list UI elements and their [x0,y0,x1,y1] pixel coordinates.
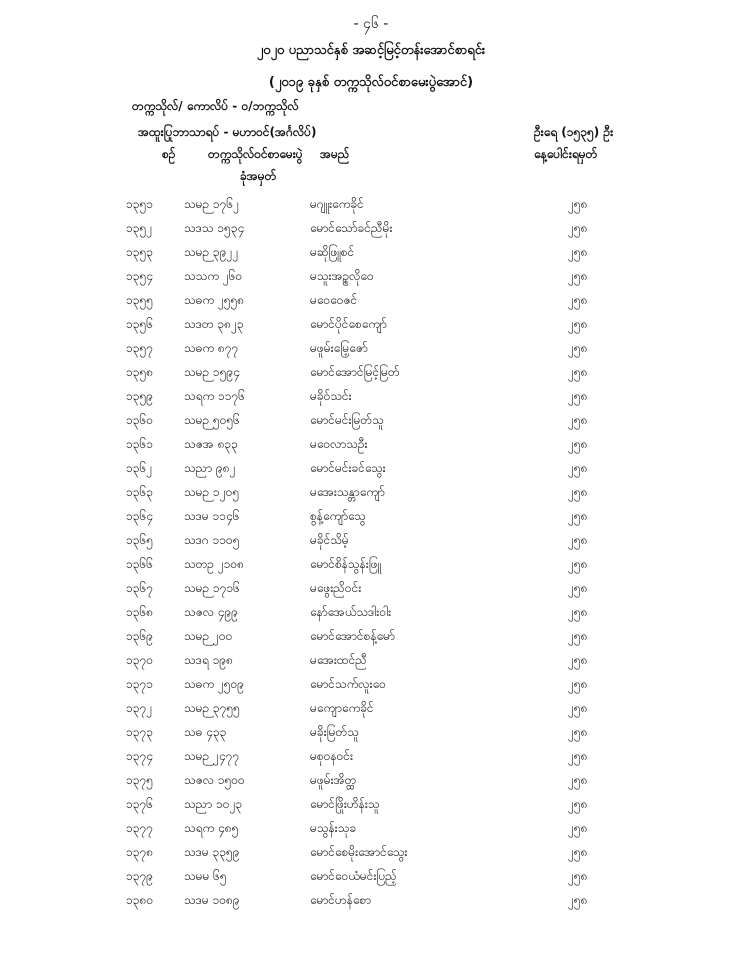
roll-number: သဇလ ၁၅၀၀ [184,773,245,787]
roll-number: သရက ၁၁၇၆ [184,389,246,403]
row-number: ၁၃၆၆ [126,557,153,571]
total-marks: ၂၅၈ [568,269,588,283]
district-line: တက္ကသိုလ်/ ကောလိပ် - ဝ/ဘက္ကသိုလ် [132,99,299,113]
total-marks: ၂၅၈ [568,245,588,259]
table-row [0,600,742,624]
row-number: ၁၃၆၉ [126,629,153,643]
roll-number: သမဉ ၁၅၉၄ [184,365,240,379]
total-marks: ၂၅၈ [568,653,588,667]
student-name: မဖူမ်းမြေ့ဇော် [310,341,368,355]
row-number: ၁၃၆၀ [126,413,153,427]
roll-number: သဒဂ ၁၁၀၅ [184,533,240,547]
student-name: နော်အေယ်သဒါးဝါး [310,605,392,619]
table-row [0,528,742,552]
header-marks-bottom: နေ့ပေါင်းရမှတ် [534,147,598,161]
table-row [0,624,742,648]
table-row [0,480,742,504]
student-name: မကျောကေခိုင် [310,701,374,715]
row-number: ၁၃၈၀ [126,893,154,907]
total-marks: ၂၅၈ [568,725,588,739]
student-name: မခိုးမြတ်သူ [310,725,359,739]
student-name: မခိုင်သိမ့် [310,533,349,547]
student-name: မအေးသန္တာကျော် [310,485,385,499]
row-number: ၁၃၅၈ [126,365,154,379]
roll-number: သဓက ၂၅၅၈ [184,293,245,307]
student-name: မဝေလာသဦး [310,437,368,451]
student-name: မောင်မင်းမြတ်သူ [310,413,384,427]
roll-number: သမဉ ၂၄၇၇ [184,749,240,763]
total-marks: ၂၅၈ [568,893,588,907]
header-no: စဉ် [162,147,176,161]
student-name: မောင်သော်ခင်ညီမိုး [310,221,393,235]
total-marks: ၂၅၈ [568,317,588,331]
student-name: မောင်ပိုင်စေကျော် [310,317,387,331]
roll-number: သမဉ ၅၀၅၆ [184,413,240,427]
table-row [0,696,742,720]
student-name: မဝေဝေဇင် [310,293,358,307]
table-row [0,504,742,528]
row-number: ၁၃၆၇ [126,581,153,595]
table-row [0,720,742,744]
row-number: ၁၃၅၅ [126,293,153,307]
table-row [0,864,742,888]
student-name: မသူးအဥ္စလိုဝေ [310,269,374,283]
table-row [0,240,742,264]
header-roll-number: ခုံအမှတ် [240,169,277,183]
total-marks: ၂၅၈ [568,605,588,619]
student-name: မောင်ဖြိုးဟိန်းသူ [310,797,380,811]
table-row [0,336,742,360]
student-name: မောင်အောင်မြင့်မြတ် [310,365,400,379]
total-marks: ၂၅၈ [568,845,588,859]
row-number: ၁၃၅၂ [126,221,153,235]
student-name: မောင်မင်းခင်သွေး [310,461,386,475]
student-name: မဖူမ်းအိတ္ထ [310,773,357,787]
student-name: မောင်အောင်စန့်မော် [310,629,395,643]
student-name: မောင်ဝေယံမင်းပြည့် [310,869,397,883]
row-number: ၁၃၅၁ [126,197,153,211]
total-marks: ၂၅၈ [568,533,588,547]
roll-number: သမဉ ၂၀၀ [184,629,233,643]
roll-number: သဇအ ၈၃၃ [184,437,238,451]
table-row [0,360,742,384]
roll-number: သဒသ ၁၅၃၄ [184,221,245,235]
total-marks: ၂၅၈ [568,293,588,307]
row-number: ၁၃၆၅ [126,533,153,547]
total-marks: ၂၅၈ [568,485,588,499]
row-number: ၁၃၇၅ [126,773,153,787]
row-number: ၁၃၇၂ [126,701,153,715]
table-row [0,576,742,600]
roll-number: သဒမ ၁၁၄၆ [184,509,240,523]
total-marks: ၂၅၈ [568,557,588,571]
total-marks: ၂၅၈ [568,821,588,835]
table-row [0,264,742,288]
total-marks: ၂၅၈ [568,629,588,643]
student-name: မသွန်းသုခ [310,821,357,835]
table-row [0,552,742,576]
roll-number: သမဉ ၃၉၂၂ [184,245,239,259]
table-row [0,456,742,480]
roll-number: သဇလ ၄၉၉ [184,605,239,619]
student-name: မအေးထင်ညီ [310,653,367,667]
table-row [0,312,742,336]
student-name: မစုဝနဝင်း [310,749,353,763]
roll-number: သဒရ ၁၉၈ [184,653,233,667]
row-number: ၁၃၅၆ [126,317,153,331]
table-row [0,672,742,696]
student-name: မဖွေးညိဝင်း [310,581,362,595]
page-number: - ၄၆ - [353,16,389,32]
header-roll: တက္ကသိုလ်ဝင်စာမေးပွဲ [208,147,303,161]
row-number: ၁၃၇၈ [126,845,154,859]
student-name: မခိုဝ်သင်း [310,389,352,403]
total-marks: ၂၅၈ [568,677,588,691]
roll-number: သမမ ၆၅ [184,869,227,883]
total-marks: ၂၅၈ [568,701,588,715]
row-number: ၁၃၇၁ [126,677,153,691]
row-number: ၁၃၇၇ [126,821,153,835]
document-subtitle: (၂၀၁၉ ခုနှစ် တက္ကသိုလ်ဝင်စာမေးပွဲအောင်) [268,75,474,90]
total-marks: ၂၅၈ [568,461,588,475]
roll-number: သတဥ ၂၁၀၈ [184,557,245,571]
table-row [0,432,742,456]
roll-number: သညာ ၁၀၂၃ [184,797,243,811]
row-number: ၁၃၆၄ [126,509,153,523]
roll-number: သဓက ၈၇၇ [184,341,239,355]
row-number: ၁၃၇၆ [126,797,153,811]
row-number: ၁၃၇၀ [126,653,153,667]
table-row [0,744,742,768]
roll-number: သဒမ ၃၃၅၉ [184,845,240,859]
roll-number: သဒမ ၁၀၈၉ [184,893,240,907]
total-marks: ၂၅၈ [568,797,588,811]
total-marks: ၂၅၈ [568,509,588,523]
total-marks: ၂၅၈ [568,749,588,763]
table-row [0,792,742,816]
total-marks: ၂၅၈ [568,197,588,211]
document-title: ၂၀၂၀ ပညာသင်နှစ် အဆင့်မြင့်တန်းအောင်စာရင်း [256,43,486,58]
row-number: ၁၃၆၁ [126,437,153,451]
student-name: မောင်စေမိုးအောင်သွေး [310,845,408,859]
roll-number: သဓ ၄၃၃ [184,725,227,739]
table-row [0,216,742,240]
roll-number: သမဉ ၁၇၆၂ [184,197,240,211]
table-row [0,768,742,792]
student-name: မဆိုဖြူစင် [310,245,355,259]
row-number: ၁၃၆၂ [126,461,153,475]
roll-number: သသက ၂၆၀ [184,269,243,283]
roll-number: သဒတ ၃၈၂၃ [184,317,244,331]
table-row [0,384,742,408]
student-name: မဂျူးကေခိုင် [310,197,364,211]
row-number: ၁၃၅၉ [126,389,153,403]
roll-number: သမဉ ၁၂၀၅ [184,485,240,499]
total-marks: ၂၅၈ [568,365,588,379]
header-marks-top: ဦးရေ (၁၅၃၅) ဦး [534,125,614,139]
row-number: ၁၃၆၃ [126,485,153,499]
total-marks: ၂၅၈ [568,773,588,787]
roll-number: သညာ ၉၈၂ [184,461,236,475]
row-number: ၁၃၆၈ [126,605,154,619]
row-number: ၁၃၅၄ [126,269,153,283]
total-marks: ၂၅၈ [568,869,588,883]
total-marks: ၂၅၈ [568,341,588,355]
table-row [0,648,742,672]
table-row [0,888,742,912]
total-marks: ၂၅၈ [568,389,588,403]
table-row [0,408,742,432]
student-name: မောင်ဟန်စော [310,893,372,907]
header-name: အမည် [320,147,350,161]
table-row [0,192,742,216]
table-row [0,816,742,840]
roll-number: သဓက ၂၅၀၉ [184,677,245,691]
student-name: မောင်စိန်သွန်းဖြူ [310,557,382,571]
row-number: ၁၃၅၇ [126,341,153,355]
row-number: ၁၃၇၄ [126,749,153,763]
student-name: စွန့်ကျော်သွေ [310,509,366,523]
total-marks: ၂၅၈ [568,221,588,235]
row-number: ၁၃၅၃ [126,245,153,259]
total-marks: ၂၅၈ [568,437,588,451]
header-exam: အထူးပြုဘာသာရပ် - မဟာဝင်(အင်္ဂလိပ်) [138,125,317,139]
row-number: ၁၃၇၉ [126,869,153,883]
roll-number: သရက ၄၈၅ [184,821,239,835]
student-name: မောင်သက်လူးဝေ [310,677,386,691]
roll-number: သမဉ ၃၇၅၅ [184,701,240,715]
table-row [0,288,742,312]
total-marks: ၂၅၈ [568,413,588,427]
row-number: ၁၃၇၃ [126,725,153,739]
roll-number: သမဉ ၁၇၁၆ [184,581,240,595]
table-row [0,840,742,864]
total-marks: ၂၅၈ [568,581,588,595]
